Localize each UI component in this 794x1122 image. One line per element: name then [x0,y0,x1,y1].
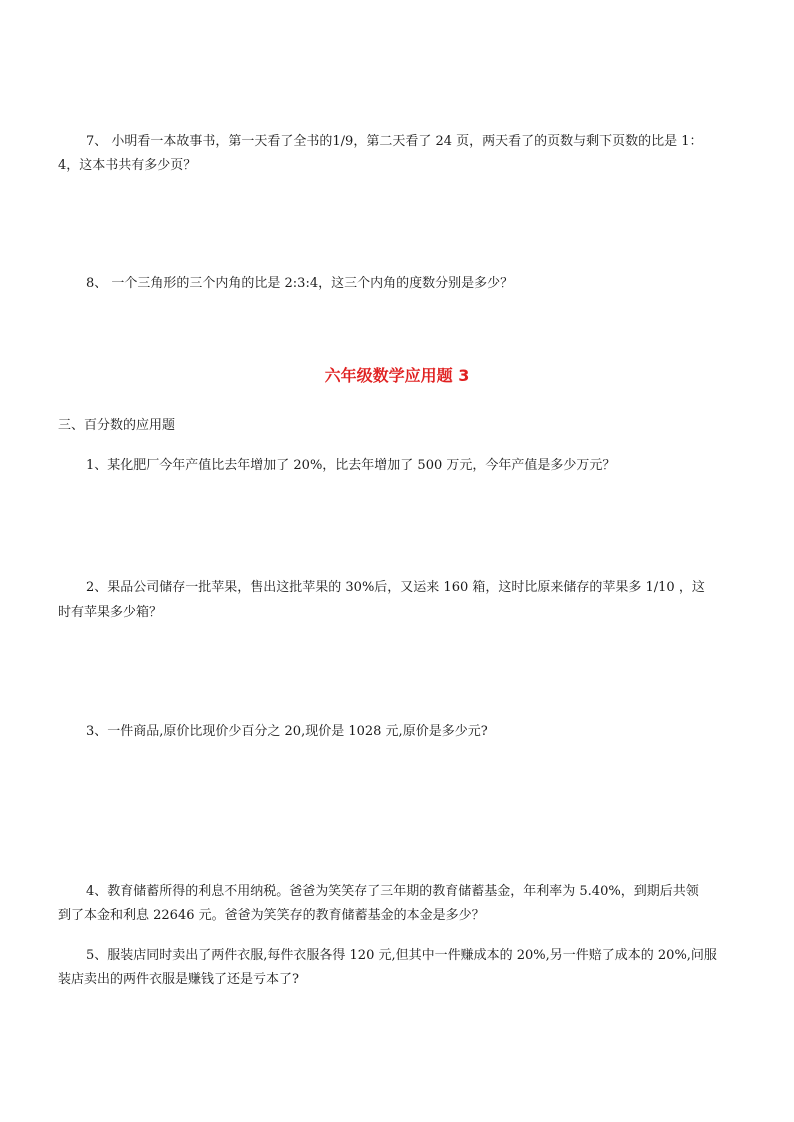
problem-1-line-1: 1、某化肥厂今年产值比去年增加了 20%，比去年增加了 500 万元，今年产值是多少万元？ [86,458,616,473]
problem-2-line-1: 2、果品公司储存一批苹果，售出这批苹果的 30%后，又运来 160 箱，这时比原来储存的苹果多 1/10 ，这 [86,580,705,595]
page-title: 六年级数学应用题 3 [324,366,470,385]
problem-3-line-1: 3、一件商品,原价比现价少百分之 20,现价是 1028 元,原价是多少元? [86,724,488,739]
section-heading: 三、百分数的应用题 [58,418,176,433]
problem-4-line-1: 4、教育储蓄所得的利息不用纳税。爸爸为笑笑存了三年期的教育储蓄基金，年利率为 5.40%，到期后共领 [86,884,699,899]
problem-5-line-1: 5、服装店同时卖出了两件衣服,每件衣服各得 120 元,但其中一件赚成本的 20%,另一件赔了成本的 20%,问服 [86,948,717,963]
problem-7-line-2: 4，这本书共有多少页？ [58,158,197,173]
problem-4-line-2: 到了本金和利息 22646 元。爸爸为笑笑存的教育储蓄基金的本金是多少？ [58,908,485,923]
problem-2-line-2: 时有苹果多少箱？ [58,605,163,620]
problem-5-line-2: 装店卖出的两件衣服是赚钱了还是亏本了? [58,972,299,987]
problem-8-line-1: 8、 一个三角形的三个内角的比是 2:3:4，这三个内角的度数分别是多少？ [86,276,514,291]
problem-7-line-1: 7、 小明看一本故事书，第一天看了全书的1/9，第二天看了 24 页，两天看了的页数与剩下页数的比是 1： [86,134,703,149]
